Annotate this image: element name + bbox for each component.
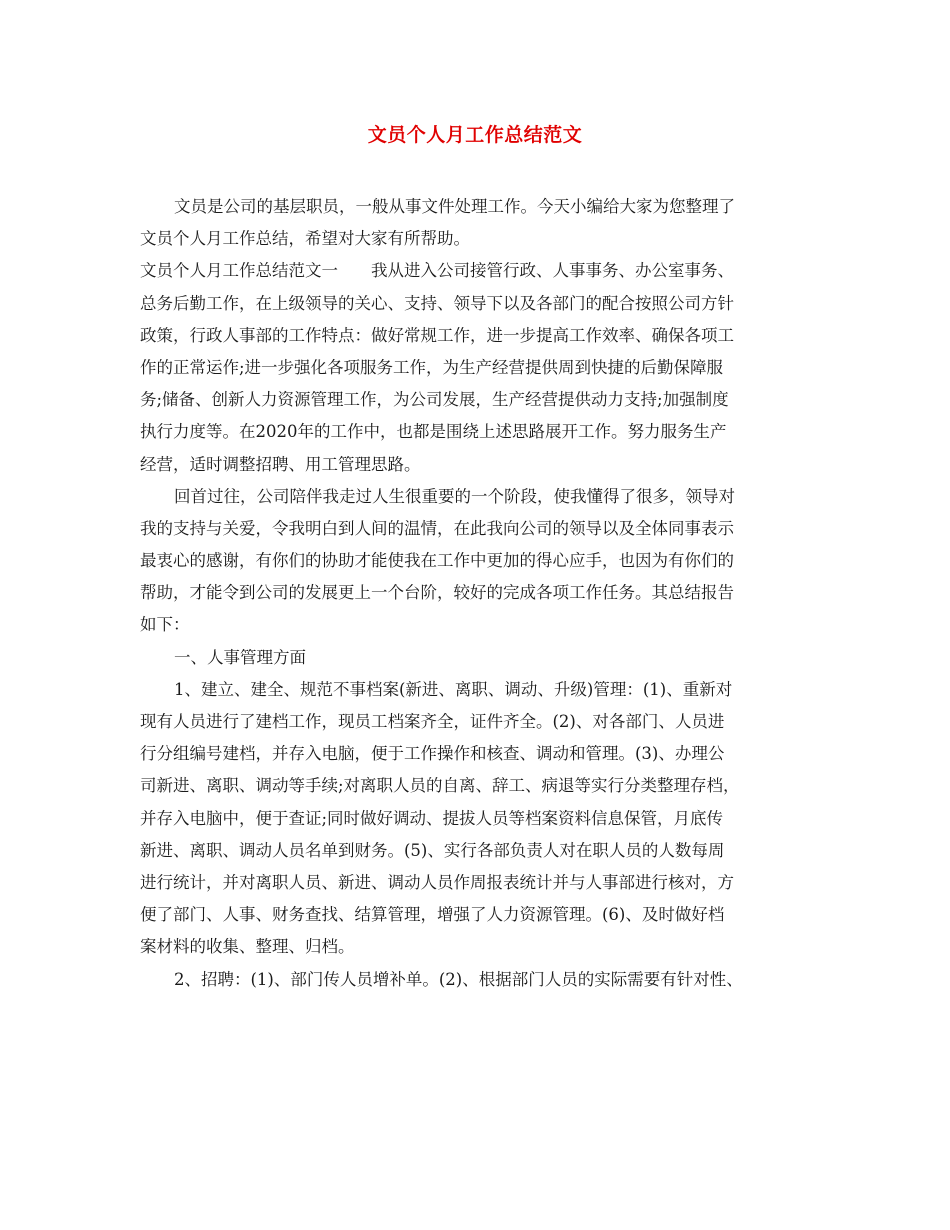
body-line: 经营，适时调整招聘、用工管理思路。 bbox=[140, 454, 421, 474]
body-line: 行分组编号建档，并存入电脑，便于工作操作和核查、调动和管理。(3)、办理公 bbox=[140, 744, 725, 764]
body-line: 务;储备、创新人力资源管理工作，为公司发展，生产经营提供动力支持;加强制度 bbox=[140, 390, 729, 410]
body-line: 总务后勤工作，在上级领导的关心、支持、领导下以及各部门的配合按照公司方针 bbox=[140, 293, 734, 313]
body-line: 作的正常运作;进一步强化各项服务工作，为生产经营提供周到快捷的后勤保障服 bbox=[140, 357, 724, 377]
body-line: 司新进、离职、调动等手续;对离职人员的自离、辞工、病退等实行分类整理存档， bbox=[140, 776, 740, 796]
body-line: 如下： bbox=[140, 615, 190, 635]
body-line: 便了部门、人事、财务查找、结算管理，增强了人力资源管理。(6)、及时做好档 bbox=[140, 905, 725, 925]
body-line: 最衷心的感谢，有你们的协助才能使我在工作中更加的得心应手，也因为有你们的 bbox=[140, 551, 734, 571]
body-line: 案材料的收集、整理、归档。 bbox=[140, 937, 355, 957]
body-line: 现有人员进行了建档工作，现员工档案齐全，证件齐全。(2)、对各部门、人员进 bbox=[140, 712, 725, 731]
body-line: 我的支持与关爱，令我明白到人间的温情，在此我向公司的领导以及全体同事表示 bbox=[140, 518, 734, 538]
body-line: 2、招聘：(1)、部门传人员增补单。(2)、根据部门人员的实际需要有针对性、 bbox=[174, 969, 743, 989]
document-body bbox=[140, 191, 820, 996]
body-line: 文员是公司的基层职员，一般从事文件处理工作。今天小编给大家为您整理了 bbox=[174, 197, 735, 216]
body-line: 回首过往，公司陪伴我走过人生很重要的一个阶段，使我懂得了很多，领导对 bbox=[174, 486, 735, 506]
body-line: 一、人事管理方面 bbox=[174, 647, 306, 667]
body-line: 1、建立、建全、规范不事档案(新进、离职、调动、升级)管理：(1)、重新对 bbox=[174, 679, 733, 699]
document-title: 文员个人月工作总结范文 bbox=[367, 124, 583, 146]
body-line: 帮助，才能令到公司的发展更上一个台阶，较好的完成各项工作任务。其总结报告 bbox=[140, 583, 734, 603]
body-line: 政策，行政人事部的工作特点：做好常规工作，进一步提高工作效率、确保各项工 bbox=[140, 325, 734, 345]
body-line: 执行力度等。在2020年的工作中，也都是围绕上述思路展开工作。努力服务生产 bbox=[140, 422, 727, 442]
body-line: 文员个人月工作总结范文一 我从进入公司接管行政、人事事务、办公室事务、 bbox=[140, 261, 734, 281]
body-line: 文员个人月工作总结，希望对大家有所帮助。 bbox=[140, 229, 470, 249]
body-line: 新进、离职、调动人员名单到财务。(5)、实行各部负责人对在职人员的人数每周 bbox=[140, 840, 725, 860]
body-line: 并存入电脑中，便于查证;同时做好调动、提拔人员等档案资料信息保管，月底传 bbox=[140, 808, 724, 828]
body-line: 进行统计，并对离职人员、新进、调动人员作周报表统计并与人事部进行核对，方 bbox=[140, 872, 734, 892]
